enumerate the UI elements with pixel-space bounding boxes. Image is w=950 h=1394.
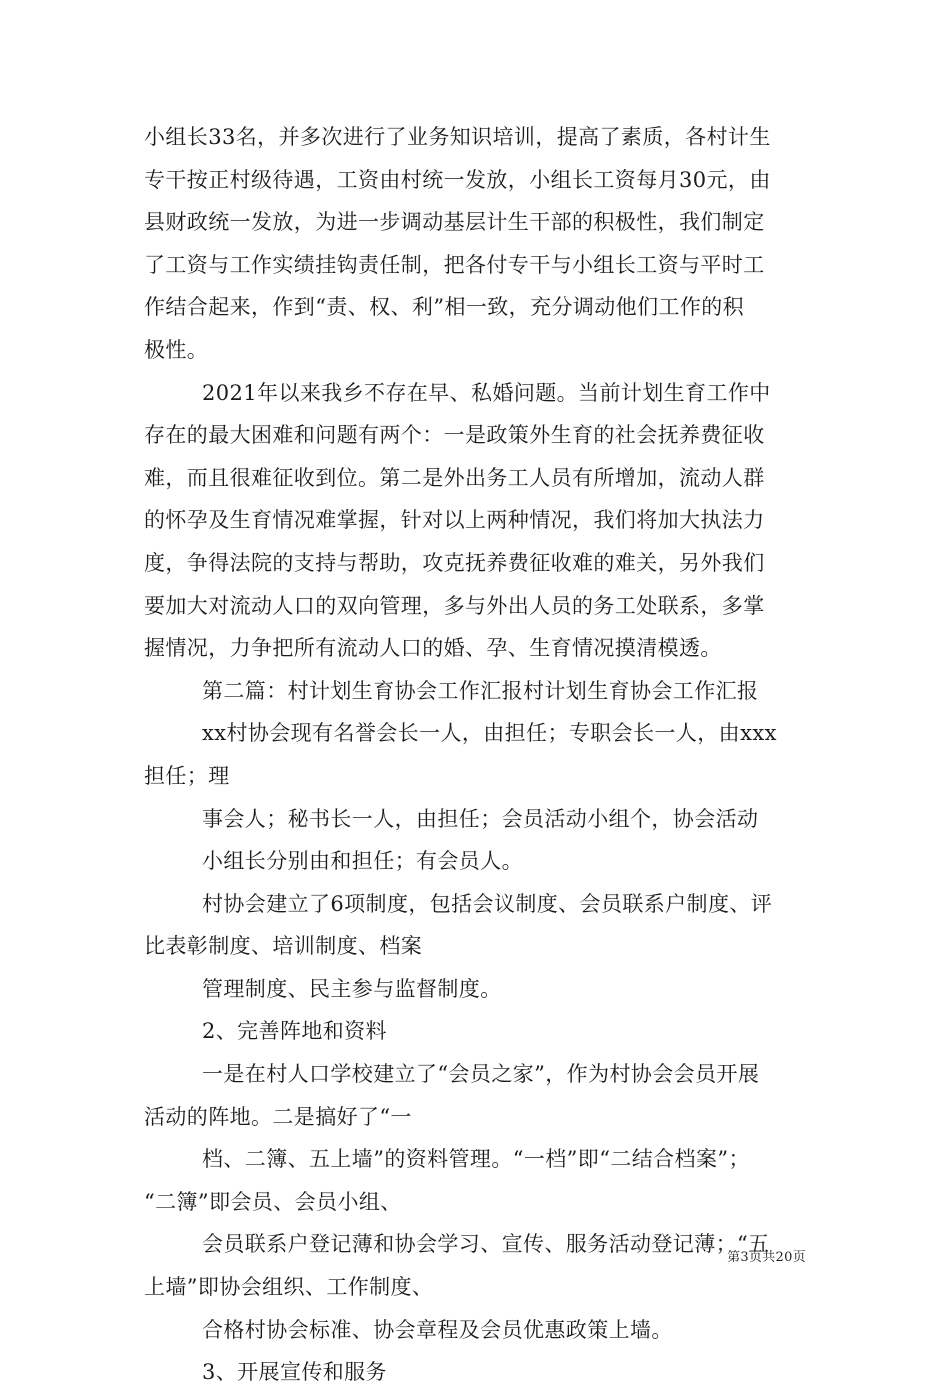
text-line: 度，争得法院的支持与帮助，攻克抚养费征收难的难关，另外我们	[144, 550, 765, 575]
text-line: “二簿”即会员、会员小组、	[144, 1189, 402, 1214]
text-line: 2021年以来我乡不存在早、私婚问题。当前计划生育工作中	[202, 380, 771, 405]
text-line: 极性。	[144, 337, 209, 362]
page-number: 第3页共20页	[727, 1250, 806, 1265]
text-line: 比表彰制度、培训制度、档案	[144, 934, 423, 959]
text-line: 要加大对流动人口的双向管理，多与外出人员的务工处联系，多掌	[144, 593, 765, 618]
text-line: 的怀孕及生育情况难掌握，针对以上两种情况，我们将加大执法力	[144, 508, 765, 533]
text-line: 会员联系户登记薄和协会学习、宣传、服务活动登记薄；“五	[202, 1232, 770, 1257]
text-line: 第二篇：村计划生育协会工作汇报村计划生育协会工作汇报	[202, 678, 759, 703]
text-line: 小组长33名，并多次进行了业务知识培训，提高了素质，各村计生	[144, 125, 771, 149]
text-line: 2、完善阵地和资料	[202, 1019, 387, 1044]
text-line: 握情况，力争把所有流动人口的婚、孕、生育情况摸清模透。	[144, 636, 722, 661]
text-line: 县财政统一发放，为进一步调动基层计生干部的积极性，我们制定	[144, 210, 765, 235]
text-line: 管理制度、民主参与监督制度。	[202, 976, 502, 1001]
text-line: 事会人；秘书长一人，由担任；会员活动小组个，协会活动	[202, 806, 759, 831]
text-line: 作结合起来，作到“责、权、利”相一致，充分调动他们工作的积	[144, 295, 745, 320]
text-line: 专干按正村级待遇，工资由村统一发放，小组长工资每月30元，由	[144, 167, 771, 192]
text-line: 上墙”即协会组织、工作制度、	[144, 1275, 434, 1300]
text-line: 了工资与工作实绩挂钩责任制，把各付专干与小组长工资与平时工	[144, 252, 765, 277]
text-line: 一是在村人口学校建立了“会员之家”，作为村协会会员开展	[202, 1062, 760, 1087]
text-line: 存在的最大困难和问题有两个：一是政策外生育的社会抚养费征收	[144, 423, 765, 448]
text-line: 村协会建立了6项制度，包括会议制度、会员联系户制度、评	[202, 891, 773, 916]
text-line: 3、开展宣传和服务	[202, 1360, 387, 1385]
text-line: 担任；理	[144, 763, 230, 788]
document-body	[144, 116, 814, 1394]
text-line: 活动的阵地。二是搞好了“一	[144, 1104, 412, 1129]
text-line: 合格村协会标准、协会章程及会员优惠政策上墙。	[202, 1317, 673, 1342]
text-line: 小组长分别由和担任；有会员人。	[202, 849, 523, 874]
text-line: 档、二簿、五上墙”的资料管理。“一档”即“二结合档案”；	[202, 1147, 750, 1172]
text-line: 难，而且很难征收到位。第二是外出务工人员有所增加，流动人群	[144, 465, 765, 490]
text-line: xx村协会现有名誉会长一人，由担任；专职会长一人，由xxx	[202, 721, 777, 746]
